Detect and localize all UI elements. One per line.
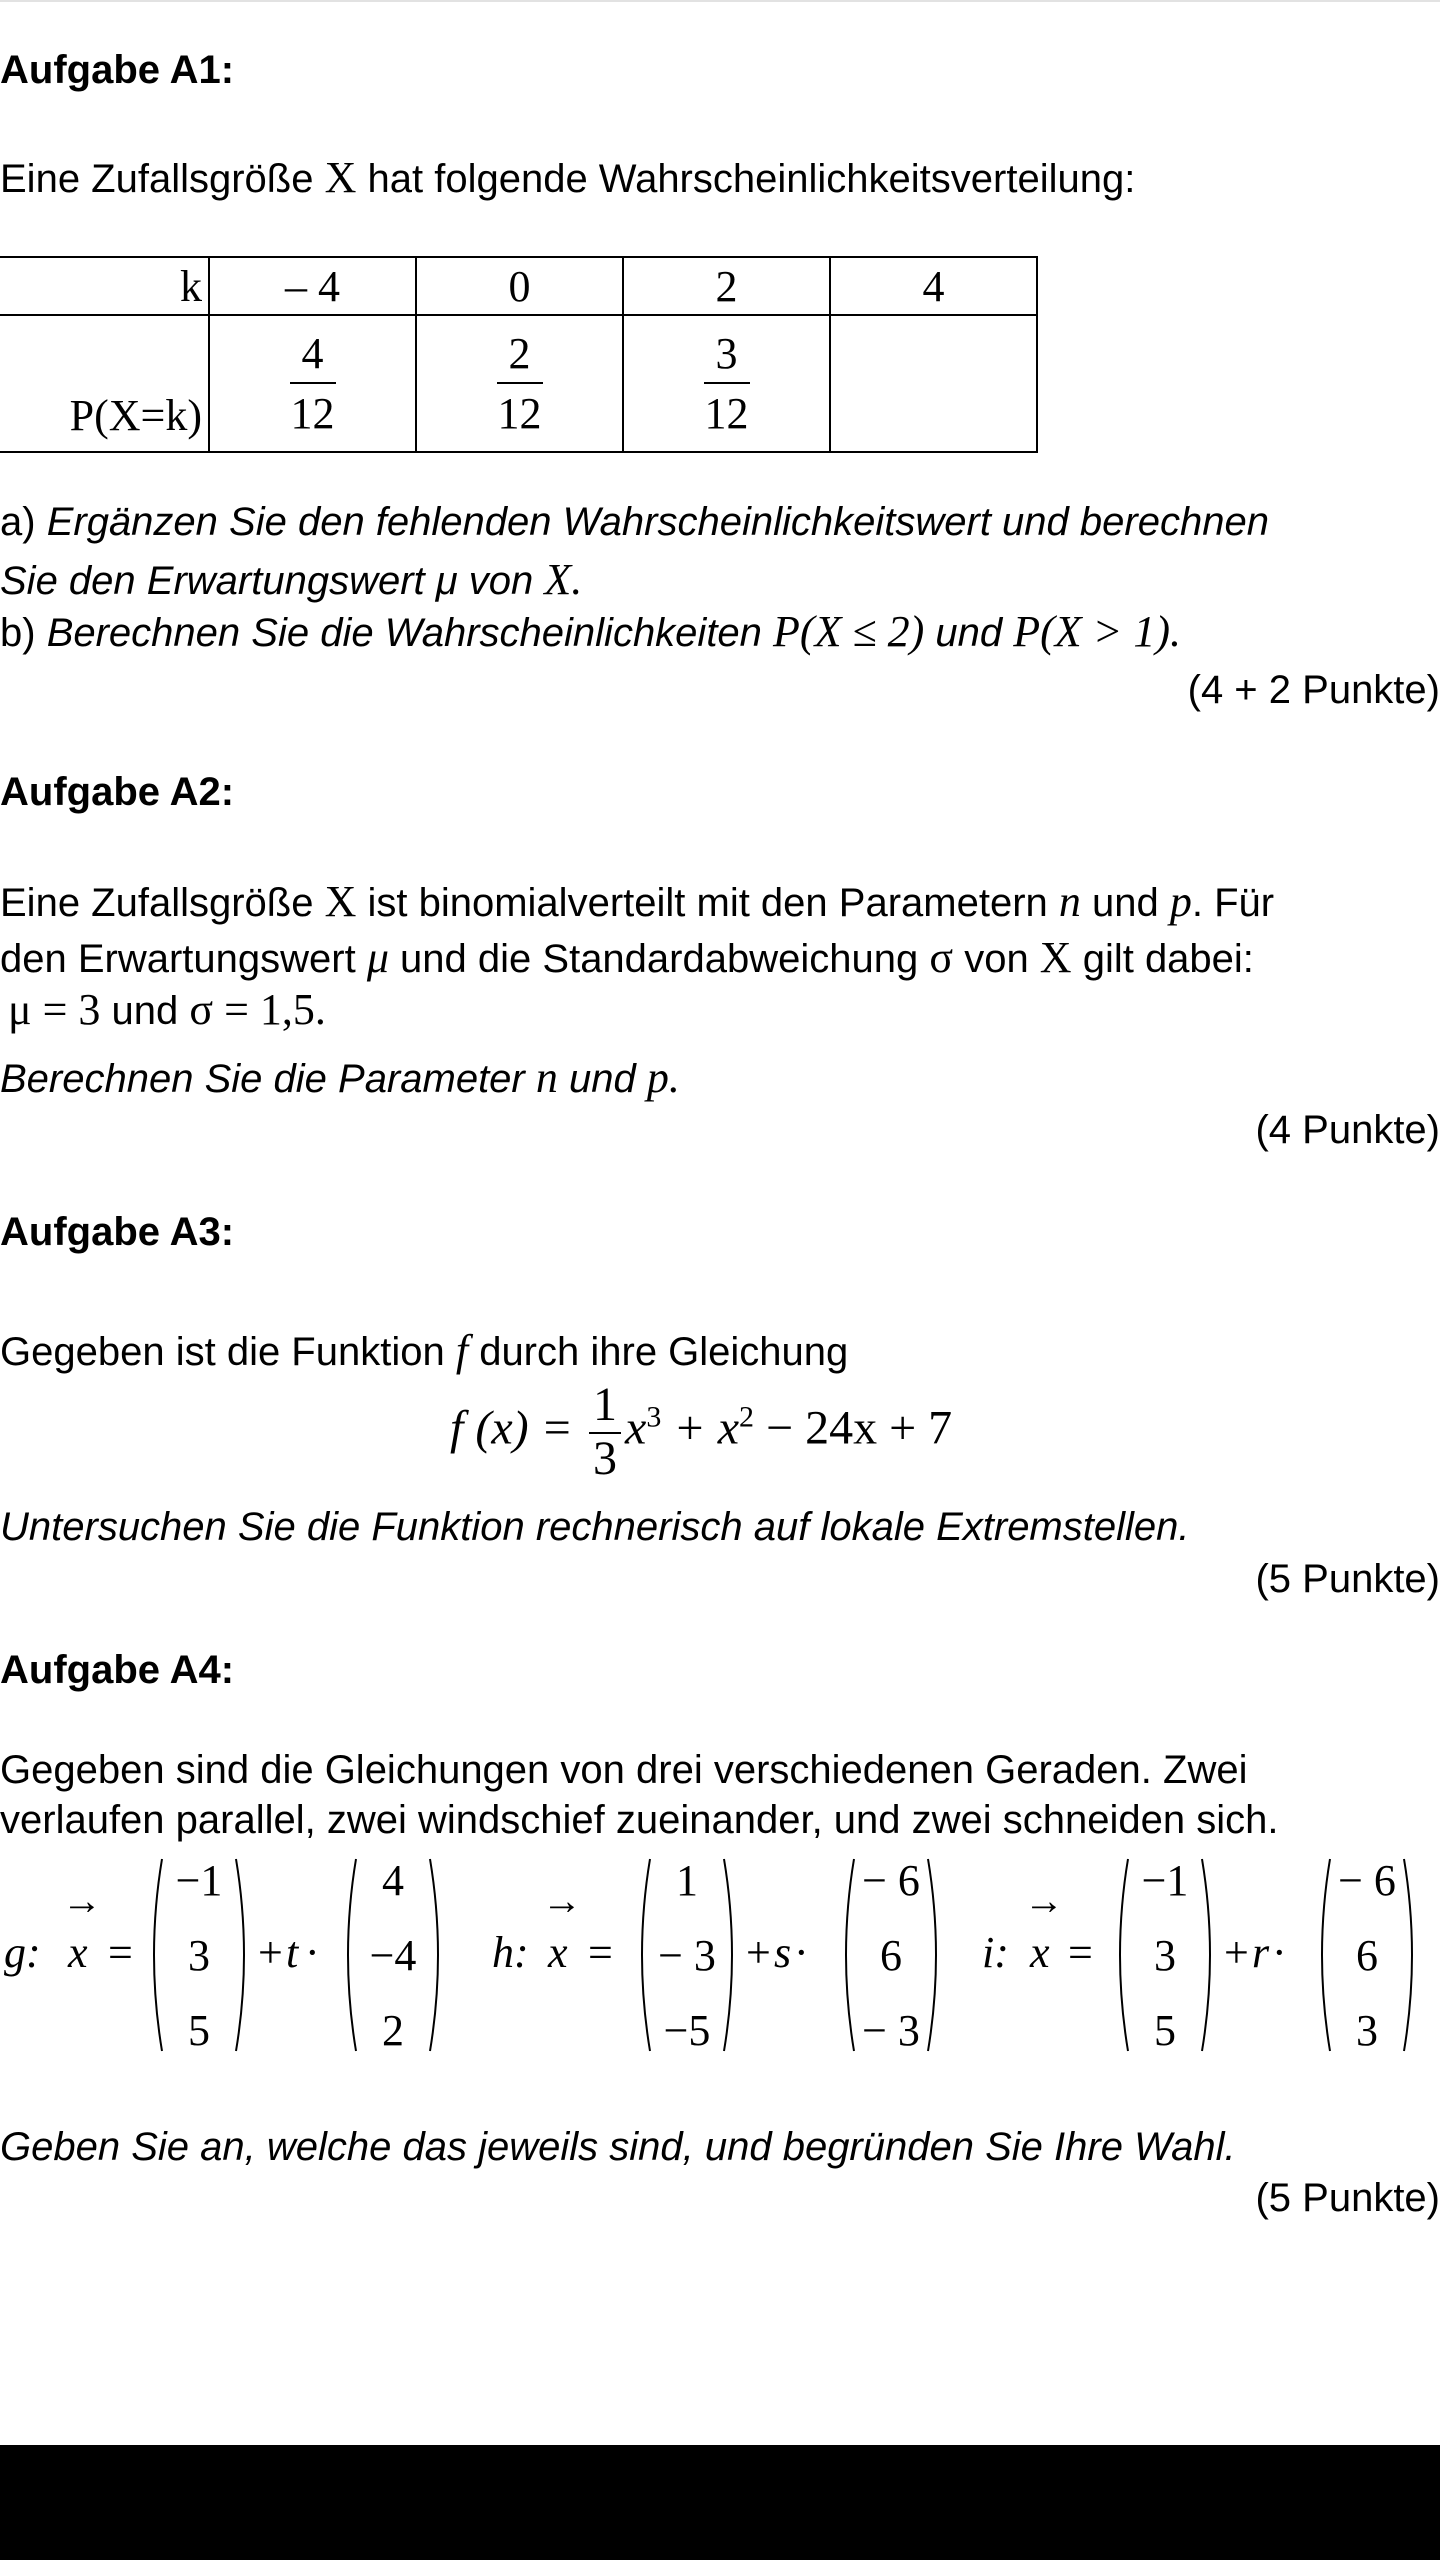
table-label-prob: P(X=k) — [0, 315, 209, 452]
a3-intro — [0, 1325, 848, 1376]
table-label-k: k — [0, 257, 209, 315]
a2-line1 — [0, 876, 1274, 927]
a2-text: und die Standardabweichung — [388, 937, 930, 981]
a1-intro-text-post: hat folgende Wahrscheinlichkeitsverteilung: — [356, 157, 1136, 201]
vector-component: 1 — [676, 1856, 698, 1905]
a2-heading: Aufgabe A2: — [0, 770, 235, 814]
part-b-text: Berechnen Sie die Wahrscheinlichkeiten — [46, 611, 774, 655]
line-i-label: i: — [982, 1928, 1009, 1977]
formula-fraction — [589, 1380, 621, 1485]
formula-den: 3 — [593, 1432, 617, 1486]
plus-sign: + — [746, 1928, 771, 1977]
prob-numerator: 4 — [290, 332, 336, 384]
table-cell-prob-empty — [830, 315, 1037, 452]
a3-formula — [450, 1380, 952, 1485]
a4-points: (5 Punkte) — [1255, 2176, 1440, 2220]
vector-component: − 6 — [862, 1856, 920, 1905]
line-i-direction-vector — [1312, 1855, 1422, 2055]
vector-component: 4 — [382, 1856, 404, 1905]
a4-task: Geben Sie an, welche das jeweils sind, und begründen Sie Ihre Wahl. — [0, 2125, 1236, 2169]
line-i-support-vector — [1110, 1855, 1220, 2055]
param-r: r — [1252, 1928, 1270, 1977]
table-row-k — [0, 257, 1037, 315]
equals-sign: = — [1068, 1928, 1093, 1977]
vector-component: −1 — [175, 1856, 223, 1905]
a2-text: und — [100, 989, 190, 1033]
a2-var-p: p — [1169, 877, 1192, 926]
line-h-direction-vector — [836, 1855, 946, 2055]
a4-line1: Gegeben sind die Gleichungen von drei verschiedenen Geraden. Zwei — [0, 1748, 1248, 1792]
formula-x: x — [625, 1401, 647, 1455]
a2-task-n: n — [535, 1053, 558, 1102]
formula-rest: − 24x + 7 — [754, 1401, 953, 1455]
vector-component: 6 — [880, 1931, 902, 1980]
vector-arrow: → — [1024, 1878, 1064, 1923]
vector-component: − 6 — [1338, 1856, 1396, 1905]
a4-line2: verlaufen parallel, zwei windschief zueinander, und zwei schneiden sich. — [0, 1798, 1279, 1842]
a2-text: den Erwartungswert — [0, 937, 367, 981]
line-equations — [0, 1855, 1440, 2055]
param-s: s — [774, 1928, 792, 1977]
formula-lhs: f (x) = — [450, 1401, 573, 1455]
plus-sign: + — [258, 1928, 283, 1977]
a2-text: ist binomialverteilt mit den Parametern — [356, 881, 1059, 925]
table-cell-k: 2 — [623, 257, 830, 315]
a2-var-x: X — [324, 877, 357, 926]
table-cell-prob — [623, 315, 830, 452]
table-cell-prob — [416, 315, 623, 452]
part-a-text-2: Sie den Erwartungswert μ von — [0, 559, 545, 603]
a2-var-n: n — [1058, 877, 1081, 926]
vector-component: − 3 — [658, 1931, 716, 1980]
dot-sign: · — [305, 1928, 320, 1977]
formula-exp2: 2 — [739, 1400, 755, 1434]
vector-component: 5 — [1154, 2006, 1176, 2055]
a3-text: durch ihre Gleichung — [468, 1330, 849, 1374]
a1-part-a-line2 — [0, 554, 582, 605]
part-a-prefix: a) — [0, 500, 47, 544]
param-t: t — [286, 1928, 299, 1977]
a1-var-x: X — [324, 153, 357, 202]
a3-heading: Aufgabe A3: — [0, 1210, 235, 1254]
prob-denominator: 12 — [290, 388, 335, 438]
a3-text: Gegeben ist die Funktion — [0, 1330, 456, 1374]
distribution-table — [0, 256, 1038, 453]
line-h-support-vector — [632, 1855, 742, 2055]
equals-sign: = — [108, 1928, 133, 1977]
vector-component: −4 — [369, 1931, 417, 1980]
plus-sign: + — [1224, 1928, 1249, 1977]
vector-component: −1 — [1141, 1856, 1189, 1905]
table-cell-k: 0 — [416, 257, 623, 315]
a2-line3 — [8, 984, 326, 1035]
a2-task — [0, 1052, 680, 1103]
line-g-label: g: — [4, 1928, 41, 1977]
vector-arrow: → — [542, 1878, 582, 1923]
a1-points: (4 + 2 Punkte) — [1187, 668, 1440, 712]
formula-plus-x: + x — [661, 1401, 740, 1455]
a2-task-p: p. — [646, 1053, 680, 1102]
table-cell-prob — [209, 315, 416, 452]
a2-mu-value: μ = 3 — [8, 985, 101, 1034]
vector-component: − 3 — [862, 2006, 920, 2055]
vector-component: 6 — [1356, 1931, 1378, 1980]
prob-denominator: 12 — [497, 388, 542, 438]
line-g-support-vector — [144, 1855, 254, 2055]
a2-text: . Für — [1191, 881, 1275, 925]
a2-points: (4 Punkte) — [1255, 1108, 1440, 1152]
vector-component: 3 — [1154, 1931, 1176, 1980]
a2-text: gilt dabei: — [1071, 937, 1254, 981]
a2-text: und — [1080, 881, 1170, 925]
a3-points: (5 Punkte) — [1255, 1557, 1440, 1601]
prob-denominator: 12 — [704, 388, 749, 438]
a2-var-mu: μ — [366, 933, 389, 982]
bottom-navigation-bar — [0, 2445, 1440, 2560]
a2-var-sigma: σ — [929, 933, 954, 982]
a1-part-a-line1 — [0, 500, 1269, 545]
part-b-expr2: P(X > 1). — [1013, 607, 1181, 656]
a2-line2 — [0, 932, 1254, 983]
line-g-direction-vector — [338, 1855, 448, 2055]
a2-text: von — [953, 937, 1040, 981]
top-divider — [0, 0, 1440, 2]
part-b-expr1: P(X ≤ 2) — [773, 607, 925, 656]
part-b-und: und — [924, 611, 1014, 655]
vector-x: x — [68, 1928, 88, 1977]
a2-var-x: X — [1039, 933, 1072, 982]
a1-intro-text: Eine Zufallsgröße — [0, 157, 325, 201]
part-b-prefix: b) — [0, 611, 47, 655]
part-a-var: X. — [544, 555, 583, 604]
a1-intro — [0, 152, 1135, 203]
a3-task: Untersuchen Sie die Funktion rechnerisch auf lokale Extremstellen. — [0, 1505, 1190, 1549]
vector-component: −5 — [663, 2006, 711, 2055]
prob-numerator: 2 — [497, 332, 543, 384]
prob-numerator: 3 — [704, 332, 750, 384]
vector-x: x — [548, 1928, 568, 1977]
a3-var-f: f — [455, 1326, 469, 1375]
vector-x: x — [1030, 1928, 1050, 1977]
vector-component: 3 — [1356, 2006, 1378, 2055]
a4-heading: Aufgabe A4: — [0, 1648, 235, 1692]
a1-part-b — [0, 606, 1181, 657]
vector-arrow: → — [62, 1878, 102, 1923]
table-cell-k: 4 — [830, 257, 1037, 315]
vector-component: 5 — [188, 2006, 210, 2055]
a2-task-text: und — [557, 1057, 647, 1101]
a2-text: Eine Zufallsgröße — [0, 881, 325, 925]
a2-task-text: Berechnen Sie die Parameter — [0, 1057, 536, 1101]
vector-component: 2 — [382, 2006, 404, 2055]
dot-sign: · — [1272, 1928, 1287, 1977]
part-a-text: Ergänzen Sie den fehlenden Wahrscheinlichkeitswert und berechnen — [46, 500, 1269, 544]
equals-sign: = — [588, 1928, 613, 1977]
formula-exp3: 3 — [646, 1400, 662, 1434]
table-cell-k: – 4 — [209, 257, 416, 315]
line-h-label: h: — [492, 1928, 529, 1977]
a1-heading: Aufgabe A1: — [0, 48, 235, 92]
vector-component: 3 — [188, 1931, 210, 1980]
dot-sign: · — [794, 1928, 809, 1977]
table-row-prob — [0, 315, 1037, 452]
formula-num: 1 — [589, 1380, 621, 1434]
a2-sigma-value: σ = 1,5. — [189, 985, 326, 1034]
